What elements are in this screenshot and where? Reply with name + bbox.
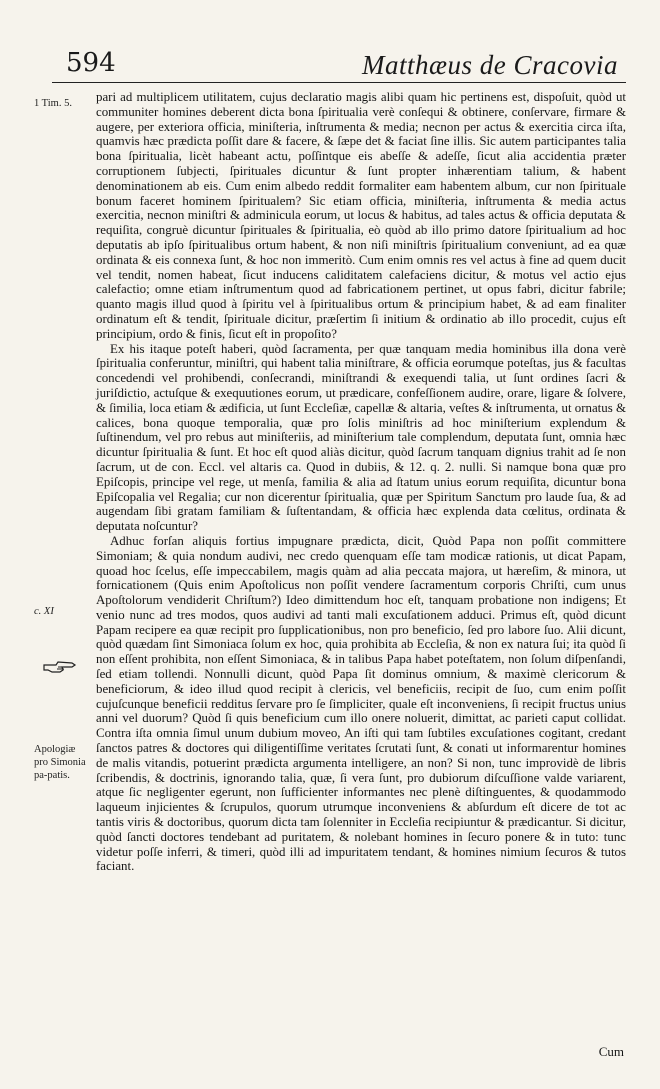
- margin-note-apologiae: Apologiæ pro Simonia pa-patis.: [34, 744, 86, 781]
- margin-note-chapter: c. XI: [34, 606, 54, 617]
- pointing-hand-icon: [42, 656, 78, 678]
- catchword: Cum: [598, 1044, 624, 1059]
- margin-note-citation: 1 Tim. 5.: [34, 98, 72, 109]
- main-text: [96, 90, 626, 874]
- running-title: Matthæus de Cracovia: [362, 50, 618, 80]
- page-number: 594: [66, 48, 116, 78]
- paragraph: Ex his itaque poteſt haberi, quòd ſacramenta, per quæ tanquam media hominibus illa dona verè ſpiritualia conferuntur, miniſtri, qui habent talia miniſtrare, & officia eorumque poteſtas, jus & facultas concedendi vel prohibendi, conſecrandi, miniſtrandi & exequendi talia, ut ſunt ordines ſacri & juriſdictio, actuſque & exequutiones eorum, ut prædicare, confeſſionem audire, orare, ligare & ſolvere, & ſimilia, loca etiam & ædificia, ut ſunt Eccleſiæ, capellæ & altaria, veſtes & inſtrumenta, ut ornatus & calices, bona quoque temporalia, quæ pro ſolis miniſtris ad hoc miniſterium explendum & ſuſtinendum, vel pro rebus aut miniſteriis, ad miniſterium tale complendum, deputata ſunt, omnia hæc dicuntur ſpiritualia & ſunt. Et hoc eſt quod aliàs dicitur, quòd ſacrum tanquam dignius trahit ad ſe non ſacrum, ut de con. Eccl. vel altaris ca. Quod in dubiis, & 12. q. 2. nulli. Si namque bona quæ pro Epiſcopis, principe vel rege, ut menſa, familia & alia ad ſtatum unius eorum requiſita, dicuntur bona Epiſcopalia vel Regalia; cur non dicerentur ſpiritualia, quæ per Spiritum Sanctum pro laude ſua, & ad augendam ſibi gratam familiam & ſuſtentandam, & officia hæc explenda data cœlitus, ordinata & deputata noſcuntur?: [96, 341, 626, 534]
- header-rule: [52, 82, 626, 83]
- page-header: [52, 48, 626, 80]
- paragraph: Adhuc forſan aliquis fortius impugnare prædicta, dicit, Quòd Papa non poſſit committere Simoniam; & quia nondum audivi, nec credo quenquam eſſe tam modicæ rationis, ut dicat Papam, quoad hoc ſcelus, eſſe impeccabilem, magis quàm ad alia peccata majora, ut hæreſim, & minora, ut fornicationem (Quis enim Apoſtolicus non poſſit vendere ſacramentum corporis Chriſti, cum unus Apoſtolorum vendiderit Chriſtum?) Ideo dimittendum hoc eſt, tanquam probatione non indigens; Et venio nunc ad tres modos, quos audivi ad tanti mali excuſationem adduci. Primus eſt, quòd dicunt Papam recipere ea quæ recipit pro ſupplicationibus, non pro beneficio, ſed pro labore ſuo. Alii dicunt, quòd quædam ſint Simoniaca ſolum ex hoc, quia prohibita ab Eccleſia, & non ex natura ſui; ita quòd ſi non eſſent prohibita, non eſſent Simoniaca, & in talibus Papa habet poteſtatem, non ſolum diſpenſandi, ſed etiam tollendi. Nonnulli dicunt, quòd Papa ſit dominus omnium, & maximè clericorum & beneficiorum, & ideo illud quod recipit à clericis, vel beneficiis, recipit de ſuo, cum enim poſſit cujuſcunque beneficii redditus ſervare pro ſe ſimpliciter, quale eſt inconveniens, ſi recipit fructus unius anni vel duorum? Quòd ſi quis beneficium cum illo onere noluerit, dimittat, ac parieti caput collidat. Contra iſta omnia ſimul unum dubium moveo, An iſti qui tam ſubtiles excuſationes cogitant, credant ſanctos patres & doctores qui diligentiſſime veritates ſcrutati ſunt, & conati ut informarentur homines de malis vitandis, potuerint prædicta argumenta intelligere, an non? Si non, tunc improvidè de libris ſcribendis, & doctrinis, ignorando talia, quæ, ſi vera ſunt, pro dubiorum diſcuſſione valde variarent, atque ſic negligenter egerunt, non ſufficienter informantes nec plenè diſtinguentes, & quodammodo laqueum injicientes & ſcrupulos, quorum utrumque inconveniens & abſurdum eſt dicere de tot ac tantis viris & doctoribus, quorum dicta tam ſolenniter in Eccleſia recipiuntur & prædicantur. Si dicitur, quòd ſancti doctores tendebant ad puritatem, & nolebant homines in ſecuro ponere & in tuto: tunc videtur poſſe inferri, & timeri, quòd illi ad impuritatem tendant, & homines nimium ſecuros & tutos faciant.: [96, 533, 626, 874]
- paragraph: pari ad multiplicem utilitatem, cujus declaratio magis alibi quam hic pertinens est, dispoſuit, quòd ut communiter homines deberent dicta bona ſpiritualia verè conſequi & obtinere, conſervare, firmare & augere, per exteriora officia, miniſteria, inſtrumenta & media; necnon per actus & exercitia circa iſta, quamvis hæc prædicta poſſit dare & facere, & ſæpe det & faciat ſine illis. Sic autem participantes talia bona ſpiritualia, licèt habeant actu, poſſintque eis abeſſe & adeſſe, ſicut alia accidentia præter corruptionem ſubjecti, ſpirituales dicuntur & ſunt propter inhærentiam talium, & habent denominationem ab eis. Cum enim albedo reddit formaliter eam habentem album, cur non ſpirituale bonum faceret hominem ſpiritualem? Sic etiam officia, miniſteria, inſtrumenta & media actus exercitia, necnon miniſtri & adminicula eorum, ut locus & habitus, ad tales actus & officia deputata & requiſita, congruè dicuntur ſpirituales & ſpiritualia, eò quòd ab illo primo datore ſpiritualium ad hoc deputatis ab ipſo ſpiritualibus ortum habent, & non niſi miniſtris ſpiritualium conveniunt, ad ea quæ ordinata & eis connexa ſunt, & hoc non immeritò. Cum enim omnis res vel actus à fine ad quem ducit vel tendit, nomen habeat, ſicut inducens caliditatem calefaciens dicitur, & motus vel actio ejus calefactio; omne etiam inſtrumentum quod ad fabricationem pertinet, ut opus fabri, dicitur fabrile; quanto magis illud quod à ſpiritu vel à ſpiritualibus ortum & principium habet, & ad eam finaliter ordinatum eſt & tendit, ſpirituale dicitur, præſertim ſi initium & ordinatio ab illo procedit, cujus eſt principium, ordo & finis, ſicut eſt in propoſito?: [96, 90, 626, 341]
